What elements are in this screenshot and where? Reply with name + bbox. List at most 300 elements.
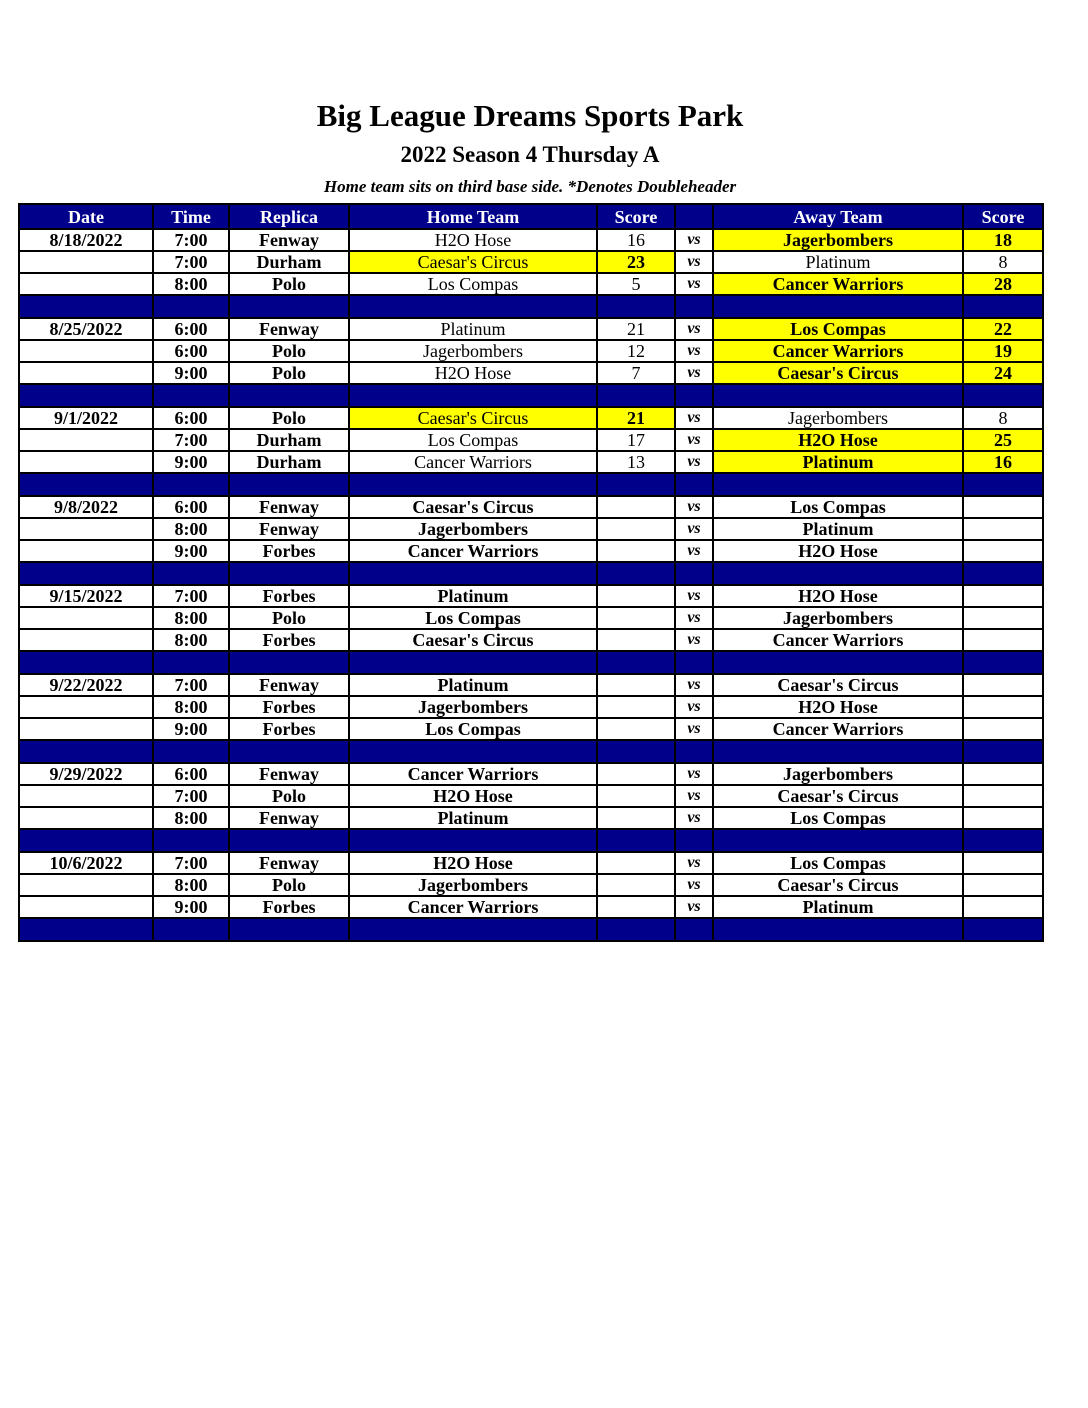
separator-cell <box>713 651 963 674</box>
home-score <box>597 518 675 540</box>
home-score <box>597 607 675 629</box>
away-team: Platinum <box>713 451 963 473</box>
game-field: Fenway <box>229 318 349 340</box>
col-date: Date <box>19 204 153 229</box>
home-team: Jagerbombers <box>349 340 597 362</box>
away-team: Los Compas <box>713 496 963 518</box>
header-row <box>19 204 1043 229</box>
separator-cell <box>153 740 229 763</box>
game-date: 8/18/2022 <box>19 229 153 251</box>
separator-cell <box>19 740 153 763</box>
game-field: Fenway <box>229 496 349 518</box>
col-away-team: Away Team <box>713 204 963 229</box>
away-team: Caesar's Circus <box>713 874 963 896</box>
separator-cell <box>349 740 597 763</box>
home-score <box>597 785 675 807</box>
home-team: Jagerbombers <box>349 874 597 896</box>
game-time: 8:00 <box>153 607 229 629</box>
away-team: Jagerbombers <box>713 229 963 251</box>
game-row <box>19 607 1043 629</box>
game-date: 8/25/2022 <box>19 318 153 340</box>
home-team: Los Compas <box>349 429 597 451</box>
vs-label: vs <box>675 852 713 874</box>
separator-cell <box>19 295 153 318</box>
game-time: 6:00 <box>153 340 229 362</box>
away-team: H2O Hose <box>713 696 963 718</box>
game-time: 6:00 <box>153 496 229 518</box>
game-row <box>19 518 1043 540</box>
game-field: Forbes <box>229 540 349 562</box>
away-team: Jagerbombers <box>713 407 963 429</box>
game-row <box>19 451 1043 473</box>
game-date: 9/8/2022 <box>19 496 153 518</box>
game-row <box>19 340 1043 362</box>
game-time: 8:00 <box>153 629 229 651</box>
game-time: 6:00 <box>153 407 229 429</box>
season-subtitle: 2022 Season 4 Thursday A <box>400 142 660 167</box>
game-row <box>19 429 1043 451</box>
game-row <box>19 763 1043 785</box>
separator-cell <box>963 473 1043 496</box>
col-home-score: Score <box>597 204 675 229</box>
col-away-score: Score <box>963 204 1043 229</box>
home-score: 23 <box>597 251 675 273</box>
separator-cell <box>349 473 597 496</box>
game-field: Fenway <box>229 763 349 785</box>
home-score <box>597 718 675 740</box>
vs-label: vs <box>675 763 713 785</box>
vs-label: vs <box>675 629 713 651</box>
col-vs <box>675 204 713 229</box>
week-separator <box>19 918 1043 941</box>
away-team: Cancer Warriors <box>713 629 963 651</box>
vs-label: vs <box>675 496 713 518</box>
separator-cell <box>153 295 229 318</box>
game-row <box>19 674 1043 696</box>
away-team: Los Compas <box>713 807 963 829</box>
away-score <box>963 763 1043 785</box>
game-date: 9/29/2022 <box>19 763 153 785</box>
game-date <box>19 273 153 295</box>
game-date: 9/1/2022 <box>19 407 153 429</box>
game-row <box>19 585 1043 607</box>
home-score: 13 <box>597 451 675 473</box>
game-row <box>19 407 1043 429</box>
away-team: Caesar's Circus <box>713 674 963 696</box>
schedule-body <box>19 229 1043 941</box>
home-score: 16 <box>597 229 675 251</box>
game-time: 8:00 <box>153 696 229 718</box>
game-time: 8:00 <box>153 874 229 896</box>
game-field: Polo <box>229 874 349 896</box>
game-row <box>19 785 1043 807</box>
home-team: Caesar's Circus <box>349 496 597 518</box>
away-team: Cancer Warriors <box>713 273 963 295</box>
game-time: 7:00 <box>153 429 229 451</box>
game-field: Polo <box>229 407 349 429</box>
home-score <box>597 629 675 651</box>
away-team: Jagerbombers <box>713 763 963 785</box>
home-score: 21 <box>597 318 675 340</box>
week-separator <box>19 384 1043 407</box>
home-team: Platinum <box>349 674 597 696</box>
away-score <box>963 896 1043 918</box>
vs-label: vs <box>675 807 713 829</box>
home-score: 17 <box>597 429 675 451</box>
week-separator <box>19 562 1043 585</box>
home-team: H2O Hose <box>349 362 597 384</box>
game-row <box>19 718 1043 740</box>
home-team: Los Compas <box>349 607 597 629</box>
game-field: Durham <box>229 429 349 451</box>
home-team: Caesar's Circus <box>349 629 597 651</box>
vs-label: vs <box>675 718 713 740</box>
game-field: Polo <box>229 273 349 295</box>
away-score: 18 <box>963 229 1043 251</box>
game-date <box>19 807 153 829</box>
game-row <box>19 318 1043 340</box>
away-score <box>963 496 1043 518</box>
away-score <box>963 674 1043 696</box>
away-score <box>963 518 1043 540</box>
game-date: 9/22/2022 <box>19 674 153 696</box>
away-score <box>963 807 1043 829</box>
separator-cell <box>713 295 963 318</box>
game-date <box>19 429 153 451</box>
game-date <box>19 340 153 362</box>
home-team: Caesar's Circus <box>349 251 597 273</box>
separator-cell <box>963 829 1043 852</box>
separator-cell <box>713 384 963 407</box>
home-score <box>597 674 675 696</box>
col-home-team: Home Team <box>349 204 597 229</box>
home-score: 12 <box>597 340 675 362</box>
separator-cell <box>153 829 229 852</box>
vs-label: vs <box>675 407 713 429</box>
game-time: 9:00 <box>153 718 229 740</box>
game-date <box>19 451 153 473</box>
away-score: 8 <box>963 251 1043 273</box>
vs-label: vs <box>675 429 713 451</box>
separator-cell <box>963 651 1043 674</box>
game-time: 6:00 <box>153 318 229 340</box>
home-score <box>597 807 675 829</box>
vs-label: vs <box>675 874 713 896</box>
game-time: 9:00 <box>153 362 229 384</box>
away-score: 24 <box>963 362 1043 384</box>
game-date <box>19 607 153 629</box>
away-team: Cancer Warriors <box>713 340 963 362</box>
away-team: Cancer Warriors <box>713 718 963 740</box>
home-team: Platinum <box>349 585 597 607</box>
vs-label: vs <box>675 340 713 362</box>
separator-cell <box>963 740 1043 763</box>
away-team: Los Compas <box>713 318 963 340</box>
home-team: Cancer Warriors <box>349 763 597 785</box>
week-separator <box>19 295 1043 318</box>
separator-cell <box>675 295 713 318</box>
home-team: Los Compas <box>349 273 597 295</box>
game-time: 6:00 <box>153 763 229 785</box>
game-row <box>19 273 1043 295</box>
week-separator <box>19 740 1043 763</box>
away-score: 22 <box>963 318 1043 340</box>
home-team: Caesar's Circus <box>349 407 597 429</box>
home-team: Cancer Warriors <box>349 540 597 562</box>
separator-cell <box>597 473 675 496</box>
separator-cell <box>597 918 675 941</box>
game-date <box>19 362 153 384</box>
game-date <box>19 696 153 718</box>
separator-cell <box>229 918 349 941</box>
separator-cell <box>713 740 963 763</box>
separator-cell <box>349 384 597 407</box>
game-date <box>19 785 153 807</box>
game-field: Forbes <box>229 585 349 607</box>
game-date: 9/15/2022 <box>19 585 153 607</box>
separator-cell <box>153 473 229 496</box>
game-field: Durham <box>229 451 349 473</box>
game-row <box>19 696 1043 718</box>
game-date <box>19 540 153 562</box>
separator-cell <box>349 562 597 585</box>
separator-cell <box>229 829 349 852</box>
home-score: 5 <box>597 273 675 295</box>
home-team: H2O Hose <box>349 852 597 874</box>
game-date <box>19 251 153 273</box>
game-time: 8:00 <box>153 518 229 540</box>
game-time: 8:00 <box>153 273 229 295</box>
col-replica: Replica <box>229 204 349 229</box>
separator-cell <box>597 384 675 407</box>
game-row <box>19 874 1043 896</box>
vs-label: vs <box>675 540 713 562</box>
game-row <box>19 807 1043 829</box>
vs-label: vs <box>675 785 713 807</box>
separator-cell <box>19 829 153 852</box>
separator-cell <box>713 562 963 585</box>
home-team: Platinum <box>349 318 597 340</box>
separator-cell <box>229 384 349 407</box>
game-date <box>19 874 153 896</box>
home-team: Jagerbombers <box>349 518 597 540</box>
separator-cell <box>597 651 675 674</box>
away-team: Los Compas <box>713 852 963 874</box>
away-score: 25 <box>963 429 1043 451</box>
vs-label: vs <box>675 696 713 718</box>
separator-cell <box>153 651 229 674</box>
separator-cell <box>675 562 713 585</box>
vs-label: vs <box>675 362 713 384</box>
separator-cell <box>675 651 713 674</box>
separator-cell <box>19 651 153 674</box>
game-field: Polo <box>229 785 349 807</box>
separator-cell <box>19 562 153 585</box>
separator-cell <box>229 295 349 318</box>
away-team: H2O Hose <box>713 585 963 607</box>
game-row <box>19 362 1043 384</box>
home-team: H2O Hose <box>349 229 597 251</box>
game-row <box>19 896 1043 918</box>
separator-cell <box>963 562 1043 585</box>
separator-cell <box>675 384 713 407</box>
separator-cell <box>349 918 597 941</box>
away-score: 8 <box>963 407 1043 429</box>
vs-label: vs <box>675 518 713 540</box>
page-title: Big League Dreams Sports Park <box>316 98 744 133</box>
separator-cell <box>153 562 229 585</box>
away-score <box>963 585 1043 607</box>
separator-cell <box>349 829 597 852</box>
away-score <box>963 874 1043 896</box>
away-team: H2O Hose <box>713 540 963 562</box>
home-score <box>597 585 675 607</box>
away-score <box>963 718 1043 740</box>
home-score <box>597 696 675 718</box>
home-score <box>597 852 675 874</box>
separator-cell <box>153 918 229 941</box>
vs-label: vs <box>675 607 713 629</box>
game-field: Forbes <box>229 629 349 651</box>
game-date: 10/6/2022 <box>19 852 153 874</box>
away-score <box>963 696 1043 718</box>
game-field: Fenway <box>229 852 349 874</box>
home-score: 7 <box>597 362 675 384</box>
game-time: 9:00 <box>153 540 229 562</box>
away-team: Platinum <box>713 896 963 918</box>
schedule-table <box>18 203 1044 942</box>
home-team: Platinum <box>349 807 597 829</box>
separator-cell <box>675 918 713 941</box>
home-team: H2O Hose <box>349 785 597 807</box>
game-field: Polo <box>229 362 349 384</box>
vs-label: vs <box>675 229 713 251</box>
separator-cell <box>229 562 349 585</box>
game-field: Fenway <box>229 674 349 696</box>
separator-cell <box>675 740 713 763</box>
separator-cell <box>963 295 1043 318</box>
separator-cell <box>713 829 963 852</box>
game-date <box>19 629 153 651</box>
week-separator <box>19 473 1043 496</box>
game-row <box>19 229 1043 251</box>
game-time: 9:00 <box>153 451 229 473</box>
game-field: Forbes <box>229 696 349 718</box>
game-field: Fenway <box>229 229 349 251</box>
game-time: 7:00 <box>153 852 229 874</box>
game-time: 7:00 <box>153 229 229 251</box>
home-team: Cancer Warriors <box>349 451 597 473</box>
game-row <box>19 852 1043 874</box>
game-date <box>19 518 153 540</box>
separator-cell <box>19 918 153 941</box>
separator-cell <box>675 473 713 496</box>
game-field: Forbes <box>229 896 349 918</box>
col-time: Time <box>153 204 229 229</box>
game-field: Polo <box>229 607 349 629</box>
game-field: Fenway <box>229 518 349 540</box>
away-score <box>963 852 1043 874</box>
game-time: 7:00 <box>153 585 229 607</box>
away-score <box>963 629 1043 651</box>
home-score <box>597 896 675 918</box>
vs-label: vs <box>675 318 713 340</box>
away-score <box>963 785 1043 807</box>
home-score: 21 <box>597 407 675 429</box>
away-team: Platinum <box>713 251 963 273</box>
separator-cell <box>597 562 675 585</box>
game-time: 7:00 <box>153 674 229 696</box>
separator-cell <box>153 384 229 407</box>
away-team: H2O Hose <box>713 429 963 451</box>
away-team: Platinum <box>713 518 963 540</box>
away-score: 19 <box>963 340 1043 362</box>
separator-cell <box>597 829 675 852</box>
vs-label: vs <box>675 896 713 918</box>
separator-cell <box>963 384 1043 407</box>
separator-cell <box>349 651 597 674</box>
vs-label: vs <box>675 585 713 607</box>
home-team: Cancer Warriors <box>349 896 597 918</box>
away-team: Caesar's Circus <box>713 785 963 807</box>
week-separator <box>19 651 1043 674</box>
vs-label: vs <box>675 674 713 696</box>
home-score <box>597 874 675 896</box>
game-field: Polo <box>229 340 349 362</box>
away-score <box>963 540 1043 562</box>
away-team: Jagerbombers <box>713 607 963 629</box>
home-team: Los Compas <box>349 718 597 740</box>
separator-cell <box>229 651 349 674</box>
separator-cell <box>713 918 963 941</box>
away-score: 28 <box>963 273 1043 295</box>
away-score <box>963 607 1043 629</box>
game-row <box>19 251 1043 273</box>
away-score: 16 <box>963 451 1043 473</box>
game-row <box>19 629 1043 651</box>
schedule-note: Home team sits on third base side. *Denotes Doubleheader <box>323 177 737 196</box>
away-team: Caesar's Circus <box>713 362 963 384</box>
separator-cell <box>963 918 1043 941</box>
game-date <box>19 718 153 740</box>
separator-cell <box>713 473 963 496</box>
game-time: 7:00 <box>153 251 229 273</box>
separator-cell <box>229 473 349 496</box>
game-field: Durham <box>229 251 349 273</box>
home-score <box>597 496 675 518</box>
separator-cell <box>675 829 713 852</box>
separator-cell <box>19 384 153 407</box>
game-date <box>19 896 153 918</box>
game-time: 8:00 <box>153 807 229 829</box>
vs-label: vs <box>675 451 713 473</box>
week-separator <box>19 829 1043 852</box>
game-row <box>19 496 1043 518</box>
separator-cell <box>19 473 153 496</box>
separator-cell <box>597 740 675 763</box>
game-time: 9:00 <box>153 896 229 918</box>
separator-cell <box>597 295 675 318</box>
home-team: Jagerbombers <box>349 696 597 718</box>
game-field: Fenway <box>229 807 349 829</box>
home-score <box>597 540 675 562</box>
separator-cell <box>349 295 597 318</box>
vs-label: vs <box>675 251 713 273</box>
game-time: 7:00 <box>153 785 229 807</box>
vs-label: vs <box>675 273 713 295</box>
home-score <box>597 763 675 785</box>
game-field: Forbes <box>229 718 349 740</box>
